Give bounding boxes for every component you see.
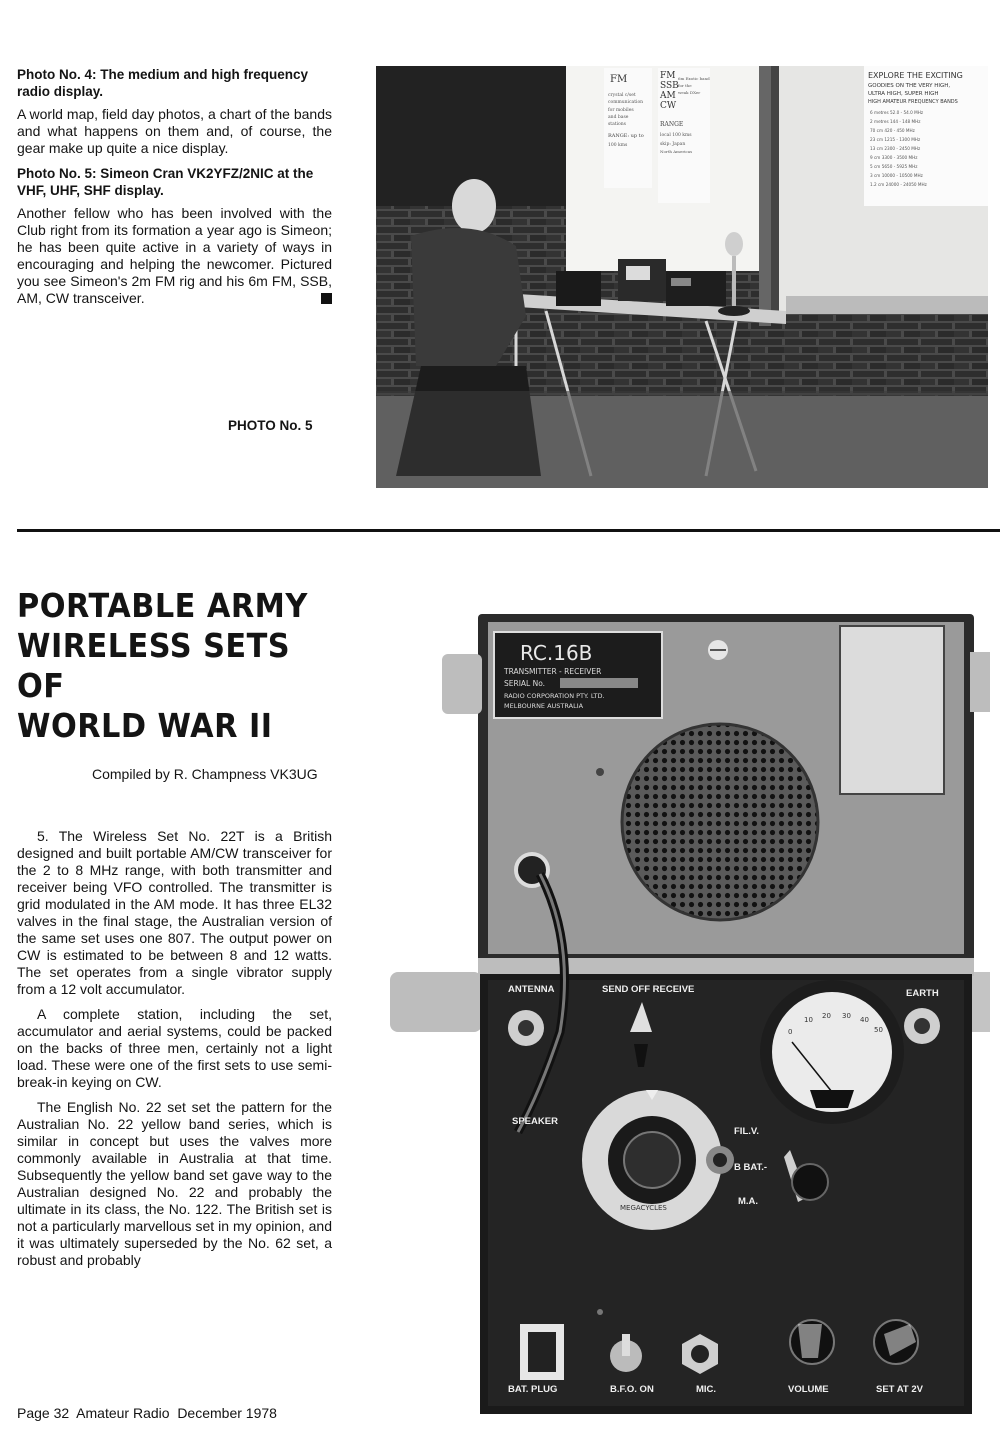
send-off-receive-label: SEND OFF RECEIVE — [602, 984, 695, 995]
poster-fm-line-4: and base — [608, 115, 629, 120]
poster-6m-line-1: SSB — [660, 81, 679, 91]
photo5-caption-body: Another fellow who has been involved with the Club right from its formation a year ago is Simeon; he has been quite active in a variety of ways in encouraging and helping the newcomer. Pictured you see Simeon's 2m FM rig and his 6m FM, SSB, AM, CW transceiver. — [17, 205, 332, 306]
plate-line-4: MELBOURNE AUSTRALIA — [504, 702, 584, 710]
poster-fm-line-0: FM — [610, 74, 628, 85]
section-divider — [17, 529, 1000, 532]
bat-plug-label: BAT. PLUG — [508, 1384, 558, 1395]
poster-bands-row-5: 9 cm 3300 - 3500 MHz — [870, 155, 918, 160]
photo5-image — [376, 66, 988, 488]
title-line-3: OF — [17, 666, 65, 705]
panel-meter — [760, 980, 904, 1124]
poster-bands-row-0: 6 metres 52.0 - 54.0 MHz — [870, 110, 924, 115]
article-title — [17, 586, 311, 746]
poster-6m-line-4: 6m Exotic band — [678, 76, 710, 81]
poster-bands-title-2: ULTRA HIGH, SUPER HIGH — [868, 91, 939, 97]
set-at-2v-label: SET AT 2V — [876, 1384, 923, 1395]
poster-bands-row-1: 2 metres 144 - 148 MHz — [870, 119, 921, 124]
body-paragraph-3: The English No. 22 set set the pattern for the Australian No. 22 yellow band series, which is similar in concept but uses the valves more commonly available in Australia at that time. Subsequently the yellow band set gave way to the Australian designed No. 22 and probably the ultimate in its class, the No. 122. The British set is not a particularly marvellous set in my opinion, and it was ultimately superseded by the No. 62 set, a robust and probably — [17, 1099, 332, 1268]
volume-label: VOLUME — [788, 1384, 829, 1395]
photo5-caption-heading: Photo No. 5: Simeon Cran VK2YFZ/2NIC at the VHF, UHF, SHF display. — [17, 166, 314, 198]
meter-scale-5: 50 — [874, 1026, 883, 1034]
mic-label: MIC. — [696, 1384, 717, 1395]
dial-text: MEGACYCLES — [620, 1204, 667, 1212]
poster-fm-line-3: for mobiles — [608, 108, 634, 113]
tuning-dial — [582, 1090, 722, 1230]
poster-bands — [864, 66, 988, 206]
meter-scale-0: 0 — [788, 1028, 793, 1036]
bfo-on-label: B.F.O. ON — [610, 1384, 654, 1395]
poster-bands-title-3: HIGH AMATEUR FREQUENCY BANDS — [868, 99, 958, 105]
title-line-4: WORLD WAR II — [17, 706, 273, 745]
photo5-caption-text — [17, 205, 332, 307]
speaker-label: SPEAKER — [512, 1116, 558, 1127]
poster-bands-row-4: 13 cm 2300 - 2450 MHz — [870, 146, 921, 151]
body-paragraph-2: A complete station, including the set, accumulator and aerial systems, could be packed on the backs of three men, certainly not a light load. These were one of the first sets to use semi-break-in keying on CW. — [17, 1006, 332, 1090]
poster-bands-row-6: 5 cm 5650 - 5925 MHz — [870, 164, 918, 169]
photo5-label: PHOTO No. 5 — [228, 418, 313, 433]
poster-fm-line-1: crystal c/set — [608, 93, 636, 98]
poster-bands-row-7: 3 cm 10000 - 10500 MHz — [870, 173, 923, 178]
article-byline: Compiled by R. Champness VK3UG — [92, 766, 318, 782]
plate-line-2: SERIAL No. — [504, 679, 546, 688]
poster-6m-line-2: AM — [660, 91, 676, 101]
poster-bands-row-3: 23 cm 1215 - 1300 MHz — [870, 137, 921, 142]
photo4-caption-heading: Photo No. 4: The medium and high frequency radio display. — [17, 67, 309, 99]
meter-scale-4: 40 — [860, 1016, 869, 1024]
poster-6m-line-10: North Americas — [660, 149, 693, 154]
fil-v-label: FIL.V. — [734, 1126, 759, 1137]
earth-label: EARTH — [906, 988, 939, 999]
radio-set-image — [390, 612, 990, 1422]
poster-fm-line-2: communication — [608, 100, 644, 105]
article-body — [17, 828, 332, 1277]
meter-scale-3: 30 — [842, 1012, 851, 1020]
ma-label: M.A. — [738, 1196, 759, 1207]
title-line-2: WIRELESS SETS — [17, 626, 291, 665]
poster-fm-line-5: stations — [608, 122, 626, 127]
nameplate — [494, 632, 662, 718]
antenna-label: ANTENNA — [508, 984, 555, 995]
poster-6m-line-8: local 100 kms — [660, 133, 692, 138]
plate-model: RC.16B — [520, 641, 593, 665]
meter-scale-2: 20 — [822, 1012, 831, 1020]
page-footer: Page 32 Amateur Radio December 1978 — [17, 1405, 277, 1421]
poster-bands-row-2: 70 cm 420 - 450 MHz — [870, 128, 915, 133]
poster-bands-title-0: EXPLORE THE EXCITING — [868, 71, 963, 80]
poster-6m-line-0: FM — [660, 71, 676, 81]
end-of-article-mark — [321, 293, 332, 304]
meter-scale-1: 10 — [804, 1016, 813, 1024]
poster-bands-title-1: GOODIES ON THE VERY HIGH, — [868, 83, 951, 89]
poster-fm-line-7: 100 kms — [608, 143, 628, 148]
poster-6m-line-9: skip: Japan — [660, 142, 686, 147]
plate-line-1: TRANSMITTER - RECEIVER — [504, 667, 602, 676]
poster-6m-line-5: for the — [678, 83, 692, 88]
b-bat-label: B BAT.- — [734, 1162, 768, 1173]
poster-6m — [658, 68, 710, 203]
poster-6m-line-6: weak DXer — [678, 90, 701, 95]
body-paragraph-1: 5. The Wireless Set No. 22T is a British designed and built portable AM/CW transceiver for the 2 to 8 MHz range, with both transmitter and receiver being VFO controlled. The transmitter is grid modulated in the AM mode. It has three EL32 valves in the final stage, the Australian version of the same set uses one 807. The output power on CW is estimated to be between 8 and 12 watts. The set operates from a single vibrator supply from a 12 volt accumulator. — [17, 828, 332, 997]
poster-fm — [604, 68, 652, 188]
photo4-caption-text: A world map, field day photos, a chart of the bands and what happens on them and, of course, the gear make up quite a nice display. — [17, 106, 332, 156]
poster-6m-line-7: RANGE — [660, 121, 684, 128]
poster-6m-line-3: CW — [660, 101, 677, 111]
plate-line-3: RADIO CORPORATION PTY. LTD. — [504, 692, 605, 700]
poster-bands-row-8: 1.2 cm 24000 - 24050 MHz — [870, 182, 927, 187]
title-line-1: PORTABLE ARMY — [17, 586, 308, 625]
photo-captions — [17, 66, 332, 315]
poster-fm-line-6: RANGE: up to — [608, 133, 644, 139]
